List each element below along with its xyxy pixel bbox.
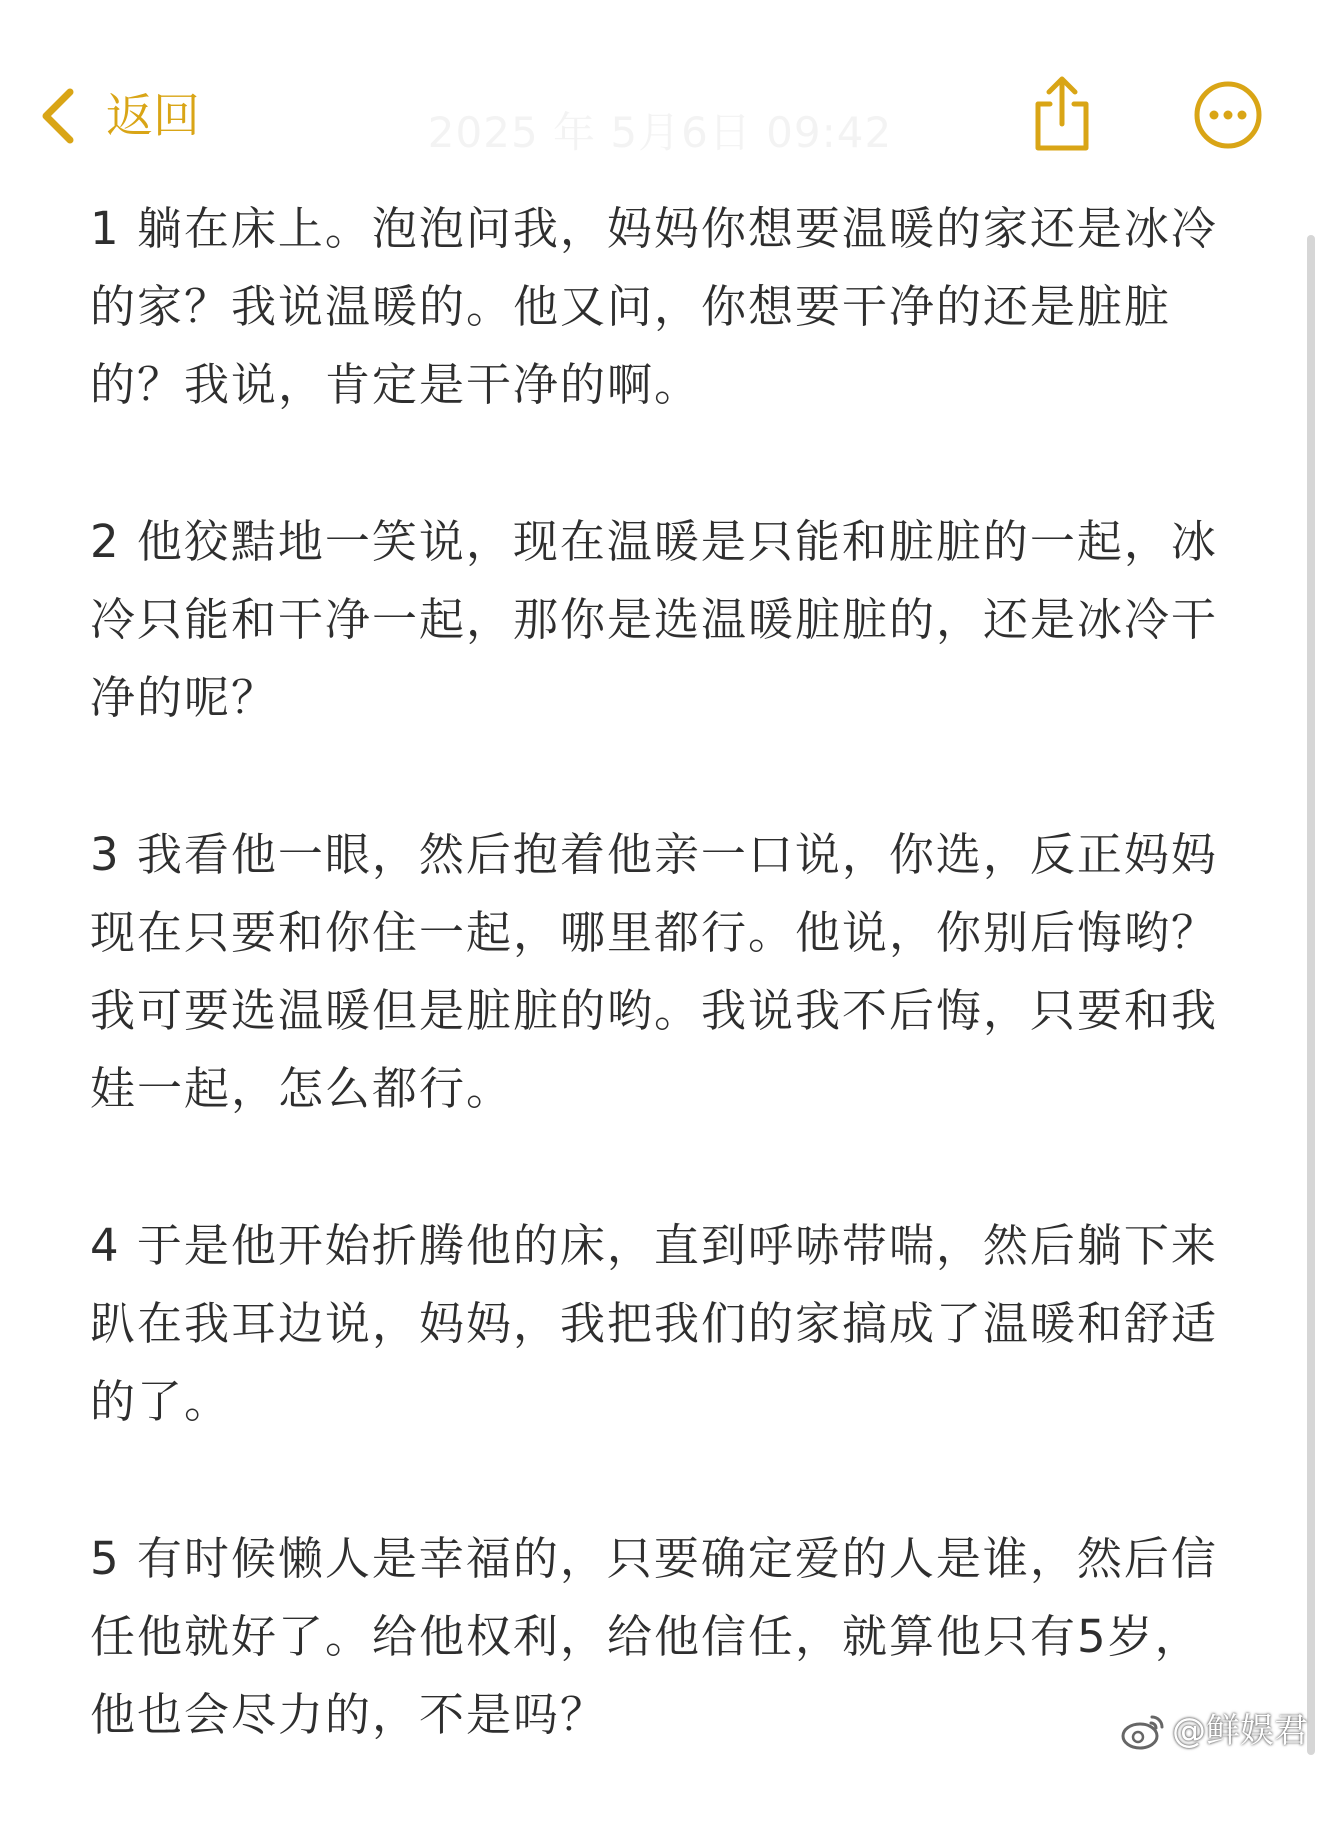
ellipsis-circle-icon[interactable] [1193,80,1263,150]
back-label: 返回 [106,88,200,144]
scroll-indicator[interactable] [1307,235,1315,1755]
note-paragraph-2: 2 他狡黠地一笑说，现在温暖是只能和脏脏的一起，冰冷只能和干净一起，那你是选温暖脏脏的，还是冰冷干净的呢？ [90,515,1219,724]
navigation-bar [0,0,1320,180]
note-body[interactable] [90,190,1225,1833]
watermark-text: @鲜娱君 [1172,1711,1308,1751]
note-paragraph-1: 1 躺在床上。泡泡问我，妈妈你想要温暖的家还是冰冷的家？我说温暖的。他又问，你想要干净的还是脏脏的？我说，肯定是干净的啊。 [90,202,1218,411]
weibo-icon [1120,1711,1166,1751]
watermark [1120,1711,1308,1751]
share-icon[interactable] [1030,74,1094,154]
note-paragraph-3: 3 我看他一眼，然后抱着他亲一口说，你选，反正妈妈现在只要和你住一起，哪里都行。他说，你别后悔哟？我可要选温暖但是脏脏的哟。我说我不后悔，只要和我娃一起，怎么都行。 [90,828,1219,1115]
note-paragraph-4: 4 于是他开始折腾他的床，直到呼哧带喘，然后躺下来趴在我耳边说，妈妈，我把我们的家搞成了温暖和舒适的了。 [90,1219,1219,1428]
note-date: 2025 年 5月6日 09:42 [427,108,893,157]
note-paragraph-5: 5 有时候懒人是幸福的，只要确定爱的人是谁，然后信任他就好了。给他权利，给他信任，就算他只有5岁，他也会尽力的，不是吗？ [90,1532,1218,1741]
